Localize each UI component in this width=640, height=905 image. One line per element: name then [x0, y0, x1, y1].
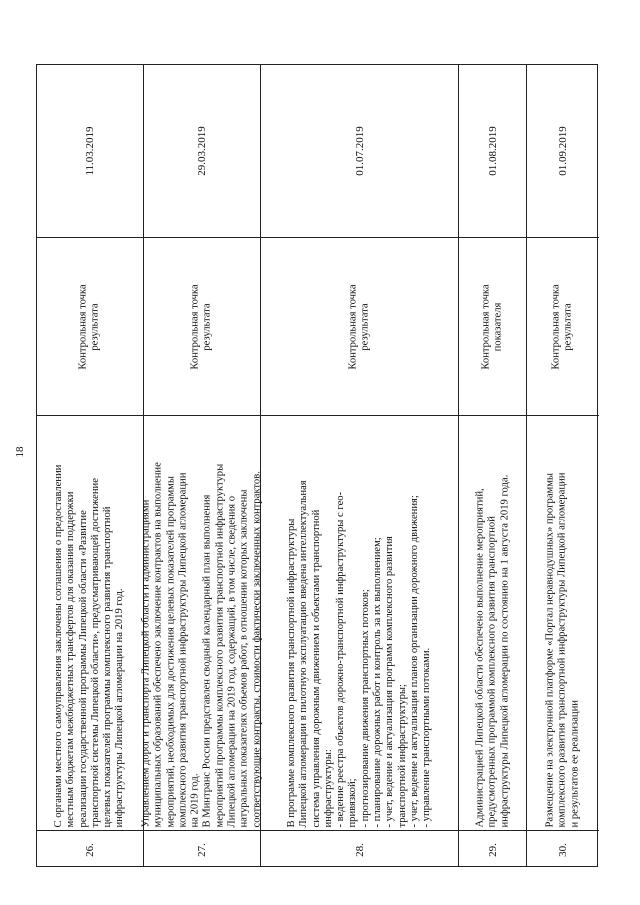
type-cell	[37, 237, 143, 415]
description-line: - учет, ведение и актуализация программ комплексного развития	[384, 536, 396, 828]
type-text	[347, 242, 372, 412]
description-cell	[140, 415, 263, 830]
date-text: 01.08.2019	[486, 126, 499, 176]
date-text: 29.03.2019	[195, 126, 208, 176]
description-line: Липецкой агломерации в пилотную эксплуатацию введена интеллектуальная	[298, 480, 310, 828]
row-number: 26.	[83, 842, 96, 857]
description-line: соответствующие контракты, стоимости фактически заключенных контрактов.	[251, 471, 263, 828]
description-line: предусмотренных программой комплексного развития транспортной	[486, 516, 498, 828]
row-number: 30.	[556, 842, 569, 857]
description-line: система управления дорожным движением и объектами транспортной	[310, 509, 322, 828]
description-text	[53, 419, 127, 828]
date-cell	[459, 65, 526, 237]
description-line: транспортной системы Липецкой области», предусматривающей достижение	[90, 478, 101, 828]
description-text	[545, 419, 582, 828]
row-number-cell	[527, 830, 599, 868]
type-line: результата	[563, 302, 574, 351]
description-line: целевых показателей программы комплексного развития транспортной	[102, 506, 114, 828]
description-text	[286, 419, 434, 828]
description-cell	[459, 415, 526, 830]
description-line: реализации государственной программы Липецкой области «Развитие	[77, 510, 89, 828]
description-line: Размещение на электронной платформе «Портал неравнодушных» программы	[544, 472, 556, 828]
type-line: Контрольная точка	[550, 283, 562, 370]
description-line: - планирование дорожных работ и контроль за их выполнением;	[371, 537, 383, 828]
date-cell	[144, 65, 260, 237]
description-line: - учет, ведение и актуализация планов организации дорожного движения;	[408, 495, 420, 828]
row-number-cell	[261, 830, 458, 868]
description-line: и результатов ее реализации	[569, 700, 581, 828]
description-line: привязкой;	[347, 778, 359, 828]
description-line: на 2019 год.	[189, 773, 201, 828]
table-row	[260, 65, 458, 866]
type-cell	[459, 237, 526, 415]
description-line: В программе комплексного развития транспортной инфраструктуры	[285, 518, 297, 828]
row-number: 29.	[486, 842, 499, 857]
control-points-table	[36, 64, 598, 867]
description-line: мероприятий, необходимых для достижения целевых показателей программы	[165, 476, 177, 828]
type-cell	[261, 237, 458, 415]
description-line: местным бюджетам межбюджетных трансфертов для оказания поддержки	[65, 491, 77, 828]
description-cell	[261, 415, 458, 830]
type-text	[190, 242, 215, 412]
description-line: - управление транспортными потоками.	[420, 647, 432, 828]
description-line: муниципальных образований обеспечено заключение контрактов на выполнение	[152, 462, 164, 828]
type-text	[551, 242, 576, 412]
row-number: 28.	[353, 842, 366, 857]
row-number-cell	[37, 830, 143, 868]
table-row	[526, 65, 599, 866]
table-row	[458, 65, 526, 866]
description-line: мероприятий программы комплексного развития транспортной инфраструктуры	[214, 463, 226, 828]
date-text: 01.09.2019	[556, 126, 569, 176]
table-row	[37, 65, 143, 866]
type-cell	[527, 237, 599, 415]
description-line: - прогнозирование движения транспортных потоков;	[359, 589, 371, 828]
type-line: результата	[90, 302, 101, 351]
type-text	[78, 242, 103, 412]
description-text	[141, 419, 264, 828]
type-line: результата	[202, 302, 213, 351]
description-line: инфраструктуры:	[322, 749, 334, 828]
type-line: Контрольная точка	[480, 283, 492, 370]
type-line: Контрольная точка	[347, 283, 359, 370]
description-cell	[527, 415, 599, 830]
description-line: С органами местного самоуправления заключены соглашения о предоставлении	[53, 464, 65, 828]
description-line: инфраструктуры Липецкой агломерации на 2019 год.	[114, 588, 126, 828]
date-text: 01.07.2019	[353, 126, 366, 176]
description-line: В Минтранс России представлен сводный календарный план выполнения	[202, 494, 213, 828]
row-number-cell	[144, 830, 260, 868]
date-cell	[527, 65, 599, 237]
description-text	[474, 419, 511, 828]
description-line: комплексного развития транспортной инфраструктуры Липецкой агломерации	[556, 472, 568, 828]
type-cell	[144, 237, 260, 415]
description-line: - ведение реестра объектов дорожно-транспортной инфраструктуры с гео-	[334, 491, 346, 828]
type-line: показателя	[492, 302, 504, 351]
description-cell	[37, 415, 143, 830]
date-text: 11.03.2019	[83, 126, 96, 176]
type-line: Контрольная точка	[77, 283, 89, 370]
row-number-cell	[459, 830, 526, 868]
description-line: Управлением дорог и транспорта Липецкой области и администрациями	[140, 499, 152, 828]
description-line: натуральных показателях объемов работ, в отношении которых заключены	[238, 489, 250, 828]
type-line: Контрольная точка	[189, 283, 201, 370]
page-number: 18	[14, 446, 26, 458]
description-line: Администрацией Липецкой области обеспечено выполнение мероприятий,	[474, 488, 486, 828]
description-line: Липецкой агломерации на 2019 год, содержащий, в том числе, сведения о	[226, 495, 238, 828]
description-line: транспортной инфраструктуры;	[396, 684, 408, 828]
table-row	[140, 65, 263, 866]
type-line: результата	[359, 302, 371, 351]
type-text	[480, 242, 505, 412]
row-number: 27.	[195, 842, 208, 857]
date-cell	[37, 65, 143, 237]
description-line: комплексного развития транспортной инфраструктуры Липецкой агломерации	[177, 472, 189, 828]
date-cell	[261, 65, 458, 237]
description-line: инфраструктуры Липецкой агломерации по состоянию на 1 августа 2019 года.	[498, 474, 510, 828]
